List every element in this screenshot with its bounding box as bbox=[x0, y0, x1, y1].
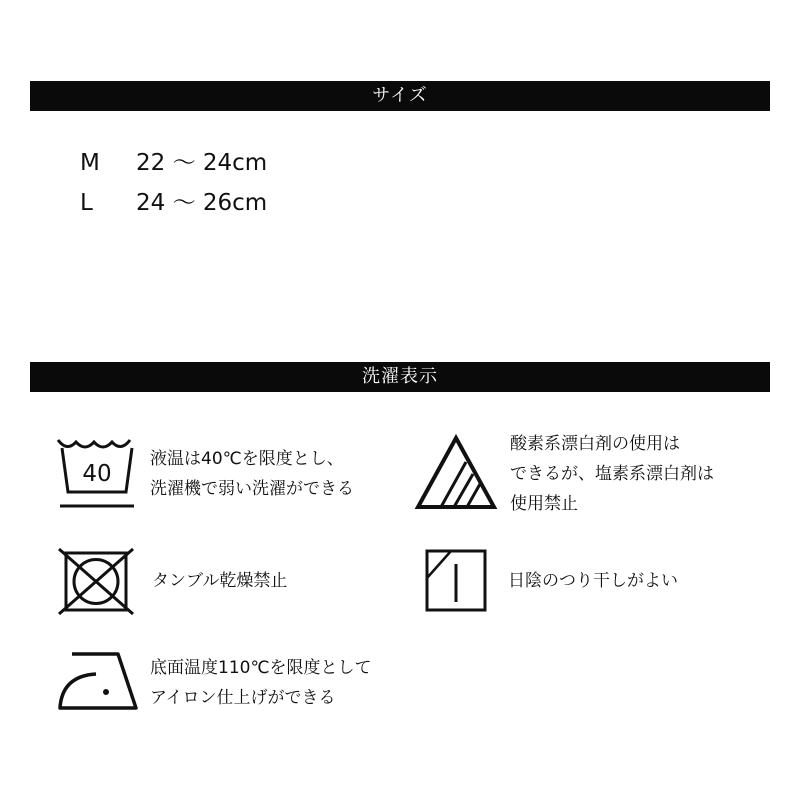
dry-instruction: 日陰のつり干しがよい bbox=[508, 571, 678, 591]
size-range: 22 〜 24cm bbox=[136, 150, 268, 176]
care-section-header bbox=[30, 362, 770, 392]
no-tumble-dry-icon bbox=[56, 548, 136, 616]
tumble-instruction: タンブル乾燥禁止 bbox=[152, 571, 288, 591]
iron-medium-icon bbox=[56, 650, 146, 714]
size-range: 24 〜 26cm bbox=[136, 190, 268, 216]
care-section-title: 洗濯表示 bbox=[362, 366, 438, 387]
wash-instruction: 液温は40℃を限度とし、 洗濯機で弱い洗濯ができる bbox=[150, 449, 354, 499]
shade-line-dry-icon bbox=[424, 548, 488, 614]
oxygen-bleach-triangle-icon bbox=[414, 434, 498, 512]
bleach-instruction: 酸素系漂白剤の使用は できるが、塩素系漂白剤は 使用禁止 bbox=[510, 434, 714, 514]
size-section-header bbox=[30, 81, 770, 111]
iron-instruction: 底面温度110℃を限度として アイロン仕上げができる bbox=[150, 658, 372, 708]
size-label: M bbox=[80, 150, 100, 176]
size-section-title: サイズ bbox=[372, 85, 428, 106]
wash-temperature: 40 bbox=[82, 461, 112, 487]
size-label: L bbox=[80, 190, 93, 216]
wash-tub-40-icon bbox=[54, 436, 138, 512]
